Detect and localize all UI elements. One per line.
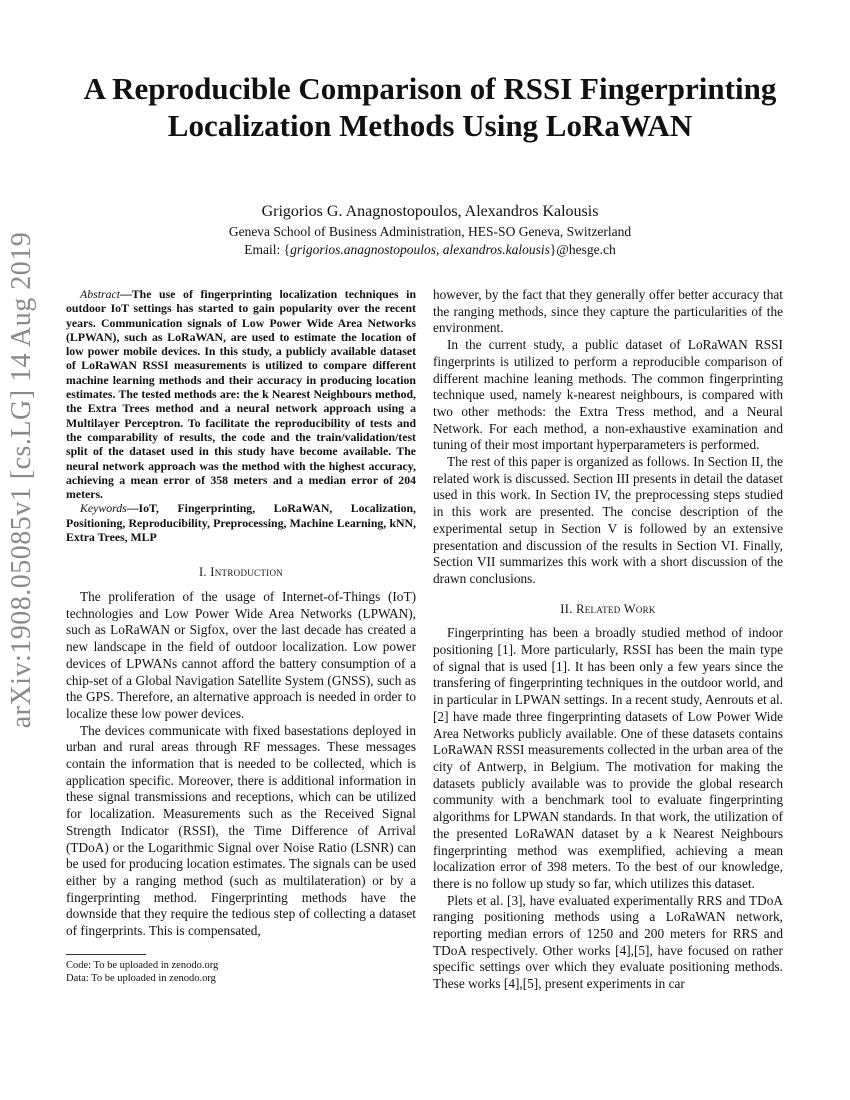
paragraph: The proliferation of the usage of Internet-of-Things (IoT) technologies and Low Power Wide Area Networks (LPWAN), such as LoRaWAN or Sigfox, over the last decade has created a new landscape in the field of outdoor localization. Low power devices of LPWANs cannot afford the battery consumption of a chip-set of a Global Navigation Satellite System (GNSS), such as the GPS. Therefore, an alternative approach is needed in order to localize these low power devices. [66, 589, 416, 721]
email-suffix: }@hesge.ch [549, 242, 616, 257]
email-names: grigorios.anagnostopoulos, alexandros.kalousis [290, 242, 550, 257]
email-prefix: Email: { [244, 242, 291, 257]
paper-title: A Reproducible Comparison of RSSI Fingerprinting Localization Methods Using LoRaWAN [83, 71, 777, 143]
left-column [66, 287, 416, 940]
footnote-code: Code: To be uploaded in zenodo.org [66, 960, 219, 971]
paragraph: Plets et al. [3], have evaluated experimentally RRS and TDoA ranging positioning methods using a LoRaWAN network, reporting median errors of 1250 and 200 meters for RRS and TDoA respectively. Other works [4],[5], have focused on rather specific settings over which they evaluate positioning methods. These works [4],[5], present experiments in car [433, 892, 783, 992]
paragraph: Fingerprinting has been a broadly studied method of indoor positioning [1]. More particularly, RSSI has been the main type of signal that is used [1]. It has been only a few years since the transfering of fingerprinting techniques in the outdoor world, and in particular in LPWAN settings. In a recent study, Aenrouts et al. [2] have made three fingerprinting datasets of Low Power Wide Area Networks publicly available. One of these datasets contains LoRaWAN RSSI measurements collected in the urban area of the city of Antwerp, in Belgium. The motivation for making the datasets publicly available was to provide the global research community with a benchmark tool to evaluate fingerprinting algorithms for LPWAN standards. In that work, the utilization of the presented LoRaWAN dataset by a k Nearest Neighbours fingerprinting method was exemplified, achieving a mean localization error of 398 meters. To the best of our knowledge, there is no follow up study so far, which utilizes this dataset. [433, 625, 783, 891]
author-list: Grigorios G. Anagnostopoulos, Alexandros Kalousis [261, 203, 599, 220]
footnotes [66, 954, 416, 985]
footnote-rule [66, 954, 146, 955]
section-title: Related Work [576, 601, 656, 616]
paragraph: The devices communicate with fixed basestations deployed in urban and rural areas through RF messages. These messages contain the information that is needed to be collected, which is application specific. Moreover, there is additional information in these signal transmissions and receptions, which can be utilized for localization. Measurements such as the Received Signal Strength Indicator (RSSI), the Time Difference of Arrival (TDoA) or the Logarithmic Signal over Noise Ratio (LSNR) can be used for producing location estimates. The signals can be used either by a ranging method (such as multilateration) or by a fingerprinting method. Fingerprinting methods have the downside that they require the tedious step of collecting a dataset of fingerprints. This is compensated, [66, 722, 416, 939]
keywords [66, 501, 416, 544]
section-title: Introduction [210, 565, 284, 580]
paragraph: however, by the fact that they generally offer better accuracy that the ranging methods, since they capture the particularities of the environment. [433, 287, 783, 336]
abstract-text: —The use of fingerprinting localization techniques in outdoor IoT settings has started to gain popularity over the recent years. Communication signals of Low Power Wide Area Networks (LPWAN), such as LoRaWAN, are used to estimate the location of low power mobile devices. In this study, a publicly available dataset of LoRaWAN RSSI measurements is utilized to compare different machine learning methods and their accuracy in producing location estimates. The tested methods are: the k Nearest Neighbours method, the Extra Trees method and a neural network approach using a Multilayer Perceptron. To facilitate the reproducibility of tests and the comparability of results, the code and the train/validation/test split of the dataset used in this study have become available. The neural network approach was the method with the highest accuracy, achieving a mean error of 358 meters and a median error of 204 meters. [66, 287, 416, 502]
paragraph: In the current study, a public dataset of LoRaWAN RSSI fingerprints is utilized to perform a reproducible comparison of different machine leaning methods. The common fingerprinting technique used, namely k-nearest neighbours, is compared with two other methods: the Extra Tress method, and a Neural Network. For each method, a non-exhaustive examination and tuning of their most important hyperparameters is performed. [433, 337, 783, 453]
right-column [433, 287, 783, 993]
paragraph: The rest of this paper is organized as follows. In Section II, the related work is discussed. Section III presents in detail the dataset used in this work. In Section IV, the preprocessing steps studied in this work are presented. The concise description of the experimental setup in Section V is followed by an extensive presentation and discussion of the results in Section VI. Finally, Section VII summarizes this work with a short discussion of the drawn conclusions. [433, 454, 783, 586]
section-heading-introduction [66, 564, 416, 581]
section-number: II. [560, 601, 577, 616]
abstract [66, 287, 416, 501]
footnote-data: Data: To be uploaded in zenodo.org [66, 972, 216, 984]
email-line [70, 242, 790, 258]
keywords-label: Keywords [80, 501, 127, 516]
keywords-text: —IoT, Fingerprinting, LoRaWAN, Localization, Positioning, Reproducibility, Preprocessing, Machine Learning, kNN, Extra Trees, MLP [66, 501, 416, 545]
section-heading-related-work [433, 601, 783, 618]
arxiv-identifier: arXiv:1908.05085v1 [cs.LG] 14 Aug 2019 [6, 231, 37, 729]
affiliation: Geneva School of Business Administration, HES-SO Geneva, Switzerland [228, 224, 632, 239]
section-number: I. [198, 565, 211, 580]
abstract-label: Abstract [80, 287, 120, 301]
arxiv-side-stamp [0, 0, 48, 1100]
